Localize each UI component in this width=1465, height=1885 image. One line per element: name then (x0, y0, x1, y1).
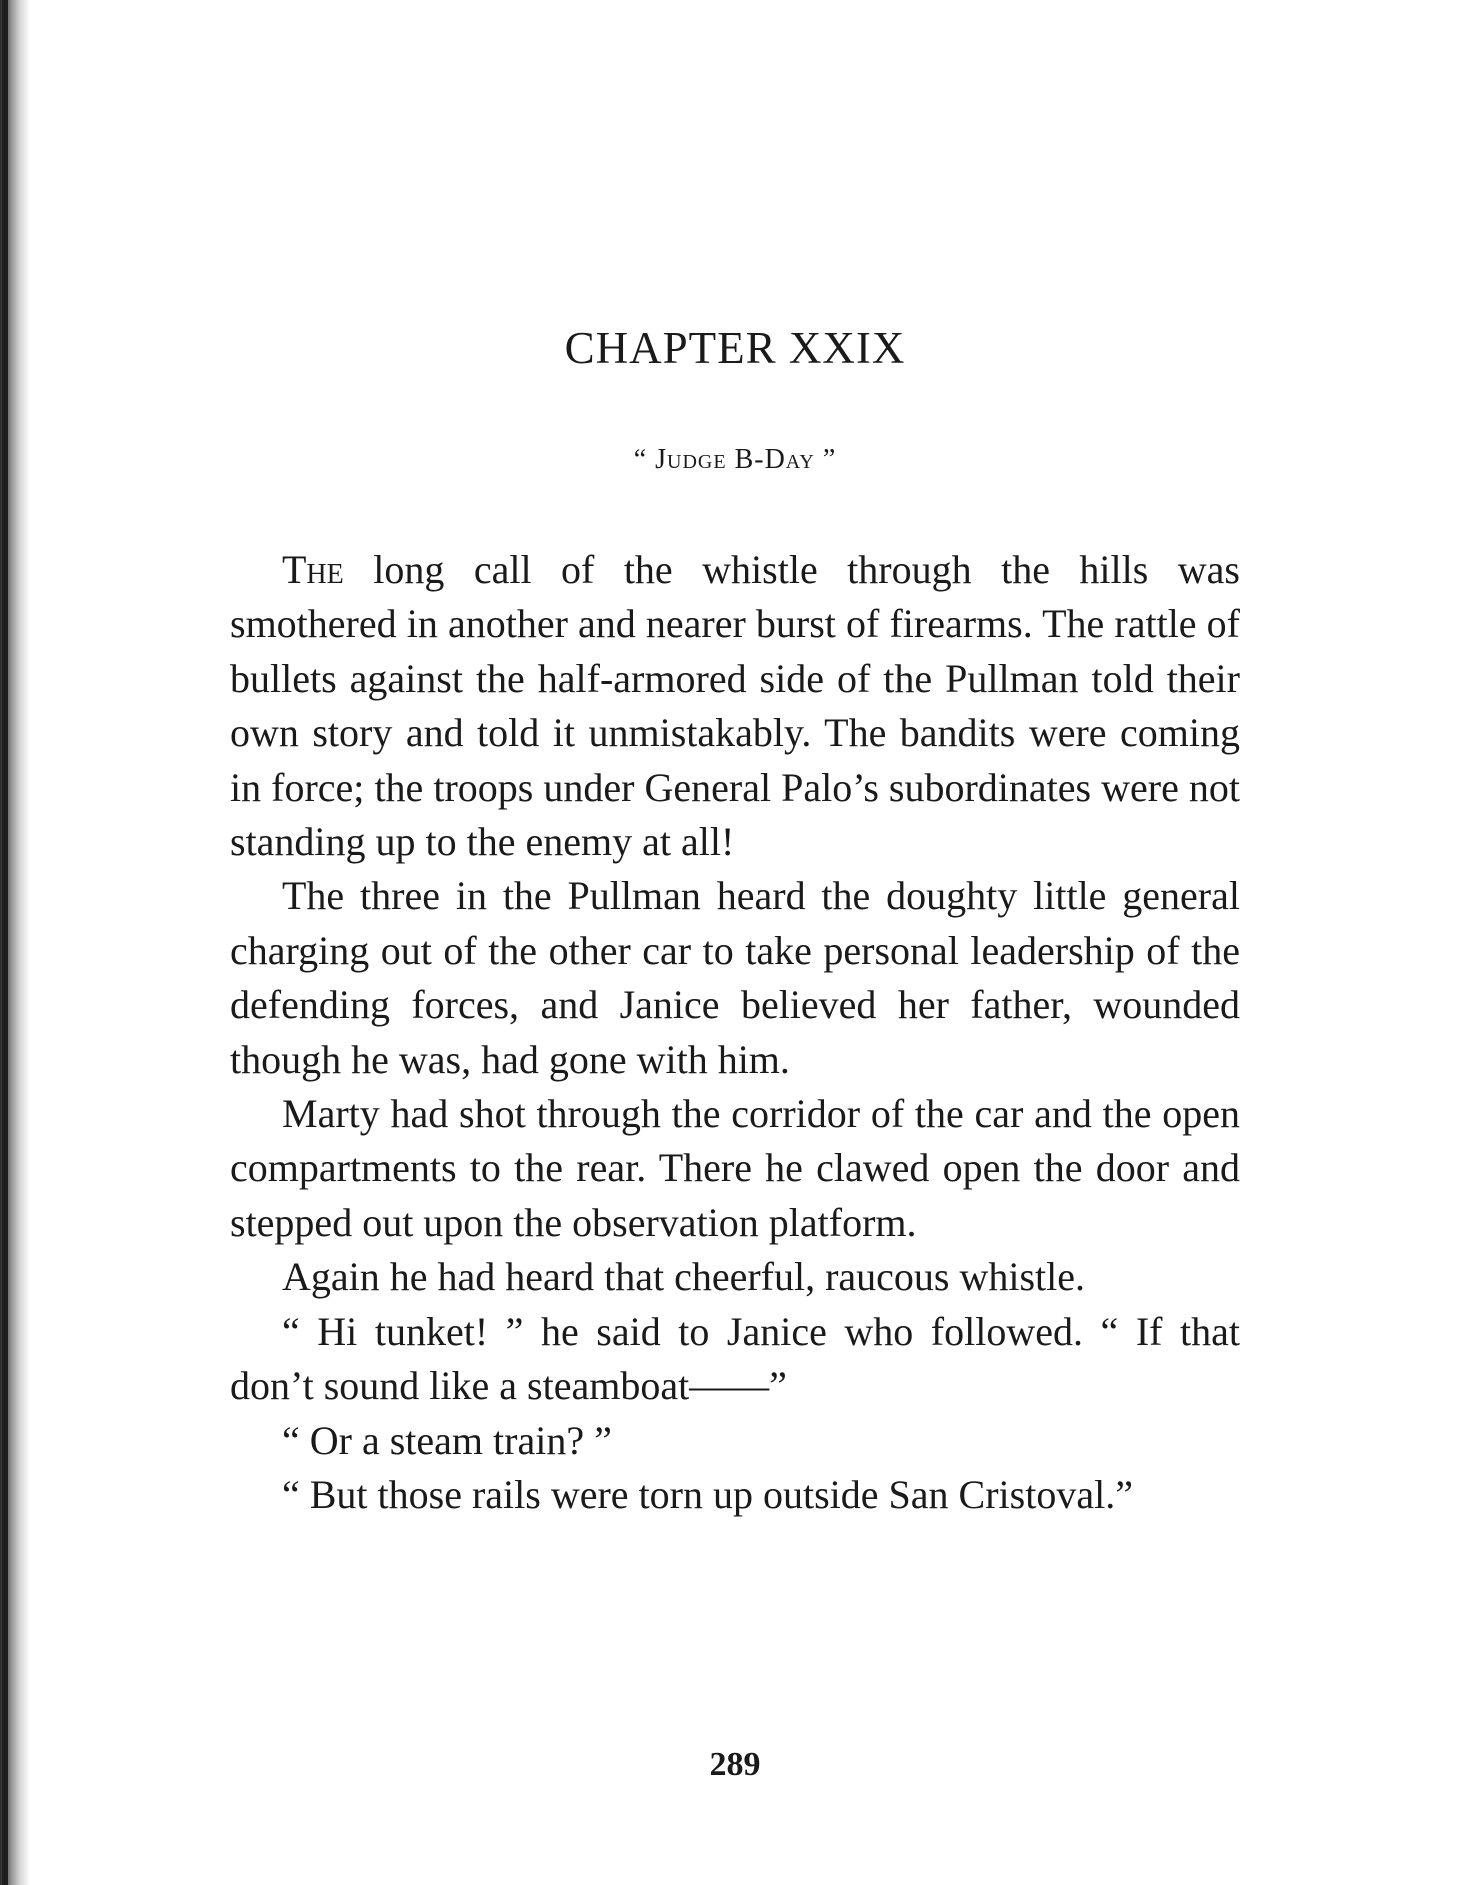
paragraph: “ Or a steam train? ” (282, 1417, 612, 1463)
page-binding-edge (2, 0, 8, 1885)
paragraph-text: long call of the whistle through the hills was smothered in another and nearer burst of firearms. The rattle of bullets against the half-armored side of the Pullman told their own story and told it unmistakably. The bandits were coming in force; the troops under General Palo’s subordinates were not standing up to the enemy at all! (230, 547, 1240, 865)
paragraph: “ But those rails were torn up outside San Cristoval.” (282, 1471, 1133, 1517)
paragraph: “ Hi tunket! ” he said to Janice who followed. “ If that don’t sound like a steamboat——” (230, 1308, 1240, 1409)
paragraph: Again he had heard that cheerful, raucous whistle. (282, 1254, 1086, 1300)
chapter-heading: CHAPTER XXIX (564, 323, 906, 373)
book-page (230, 0, 1240, 1885)
paragraph: Marty had shot through the corridor of the car and the open compartments to the rear. There he clawed open the door and stepped out upon the observation platform. (230, 1091, 1240, 1245)
paragraph-lead-word: The (282, 547, 344, 592)
chapter-body (230, 543, 1240, 1522)
chapter-title: “ Judge B-Day ” (633, 444, 837, 475)
paragraph: The three in the Pullman heard the doughty little general charging out of the other car to take personal leadership of the defending forces, and Janice believed her father, wounded though he was, had gone with him. (230, 873, 1240, 1082)
page-number: 289 (709, 1746, 761, 1783)
paragraph (230, 543, 1240, 869)
